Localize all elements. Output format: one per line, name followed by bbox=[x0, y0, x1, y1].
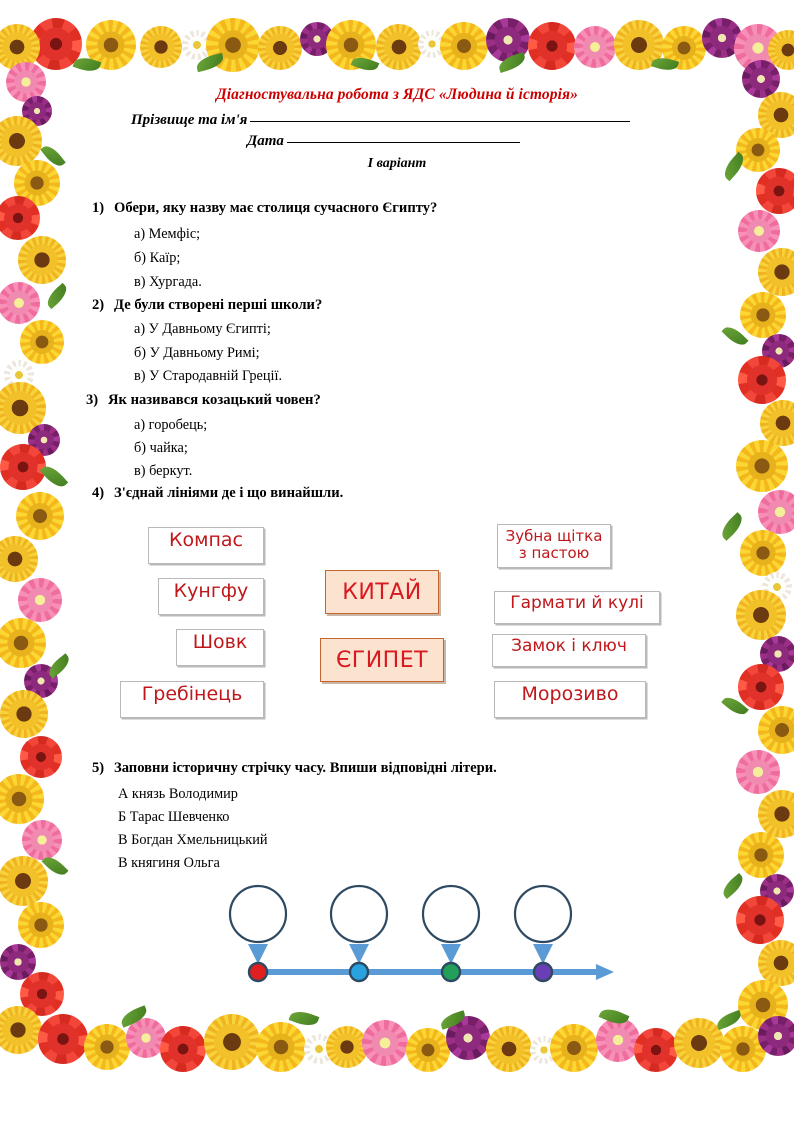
question-3-option-b[interactable]: б) чайка; bbox=[134, 440, 188, 456]
match-center-box-china[interactable]: КИТАЙ bbox=[325, 570, 439, 614]
question-1-text: Обери, яку назву має столиця сучасного Єгипту? bbox=[114, 200, 438, 216]
timeline-dot-4 bbox=[534, 963, 552, 981]
variant-label: I варіант bbox=[367, 156, 427, 171]
match-right-box-2[interactable]: Гармати й кулі bbox=[494, 591, 660, 624]
question-1-option-c[interactable]: в) Хургада. bbox=[134, 274, 202, 290]
timeline-pointer-2-icon bbox=[349, 944, 369, 964]
question-2-option-b[interactable]: б) У Давньому Римі; bbox=[134, 345, 260, 361]
question-5-item-a[interactable]: А князь Володимир bbox=[118, 786, 238, 802]
question-2-text: Де були створені перші школи? bbox=[114, 297, 323, 313]
question-5-text: Заповни історичну стрічку часу. Впиши відповідні літери. bbox=[114, 760, 497, 776]
match-right-box-3[interactable]: Замок і ключ bbox=[492, 634, 646, 667]
timeline-arrow-icon bbox=[596, 964, 614, 980]
question-3-option-a[interactable]: а) горобець; bbox=[134, 417, 208, 433]
match-left-box-1[interactable]: Компас bbox=[148, 527, 264, 564]
match-right-box-1[interactable]: Зубна щітка з пастою bbox=[497, 524, 611, 568]
question-3-number: 3) bbox=[86, 392, 99, 408]
timeline-dot-3 bbox=[442, 963, 460, 981]
timeline-dot-1 bbox=[249, 963, 267, 981]
question-3-option-c[interactable]: в) беркут. bbox=[134, 463, 193, 479]
timeline-pointer-1-icon bbox=[248, 944, 268, 964]
question-5-item-v2[interactable]: В княгиня Ольга bbox=[118, 855, 220, 871]
question-4-number: 4) bbox=[92, 485, 105, 501]
timeline-answer-circle-4[interactable] bbox=[515, 886, 571, 942]
match-left-box-4[interactable]: Гребінець bbox=[120, 681, 264, 718]
student-name-label: Прізвище та ім'я bbox=[131, 112, 248, 128]
timeline-answer-circle-2[interactable] bbox=[331, 886, 387, 942]
timeline-pointer-3-icon bbox=[441, 944, 461, 964]
timeline-pointer-4-icon bbox=[533, 944, 553, 964]
match-center-box-egypt[interactable]: ЄГИПЕТ bbox=[320, 638, 444, 682]
question-1-option-b[interactable]: б) Каїр; bbox=[134, 250, 181, 266]
timeline-dot-2 bbox=[350, 963, 368, 981]
question-4-text: З'єднай лініями де і що винайшли. bbox=[114, 485, 344, 501]
page-title: Діагностувальна робота з ЯДС «Людина й історія» bbox=[216, 86, 578, 103]
date-label: Дата bbox=[247, 133, 284, 149]
timeline-answer-circle-3[interactable] bbox=[423, 886, 479, 942]
question-3-text: Як називався козацький човен? bbox=[108, 392, 321, 408]
question-1-option-a[interactable]: а) Мемфіс; bbox=[134, 226, 201, 242]
page-bottom-margin bbox=[0, 1090, 794, 1123]
match-left-box-3[interactable]: Шовк bbox=[176, 629, 264, 666]
question-5-item-v1[interactable]: В Богдан Хмельницький bbox=[118, 832, 268, 848]
question-2-option-a[interactable]: а) У Давньому Єгипті; bbox=[134, 321, 271, 337]
question-2-number: 2) bbox=[92, 297, 105, 313]
match-right-box-4[interactable]: Морозиво bbox=[494, 681, 646, 718]
question-5-number: 5) bbox=[92, 760, 105, 776]
question-5-item-b[interactable]: Б Тарас Шевченко bbox=[118, 809, 230, 825]
match-left-box-2[interactable]: Кунгфу bbox=[158, 578, 264, 615]
timeline-answer-circle-1[interactable] bbox=[230, 886, 286, 942]
question-1-number: 1) bbox=[92, 200, 105, 216]
question-2-option-c[interactable]: в) У Стародавній Греції. bbox=[134, 368, 283, 384]
